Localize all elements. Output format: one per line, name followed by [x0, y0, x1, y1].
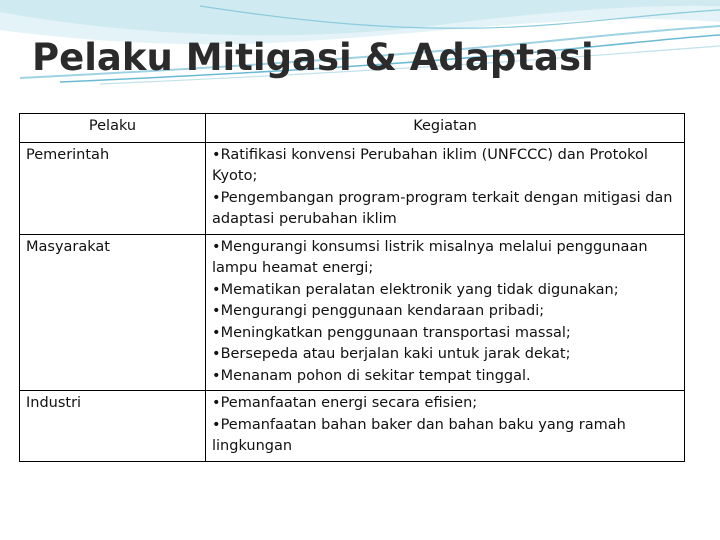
- list-item: • Pengembangan program-program terkait dengan mitigasi dan adaptasi perubahan iklim: [212, 188, 678, 231]
- list-item: • Mengurangi konsumsi listrik misalnya melalui penggunaan lampu heamat energi;: [212, 237, 678, 280]
- actor-cell: Industri: [20, 391, 206, 462]
- list-item: • Menanam pohon di sekitar tempat tinggal.: [212, 366, 678, 388]
- table-row: [20, 234, 685, 391]
- list-item: • Meningkatkan penggunaan transportasi massal;: [212, 323, 678, 345]
- actor-cell: Masyarakat: [20, 234, 206, 391]
- list-item: • Mematikan peralatan elektronik yang tidak digunakan;: [212, 280, 678, 302]
- header-kegiatan: Kegiatan: [206, 114, 685, 143]
- activity-table: [19, 113, 685, 462]
- list-item: • Pemanfaatan bahan baker dan bahan baku yang ramah lingkungan: [212, 415, 678, 458]
- activity-list: [212, 393, 678, 458]
- list-item: • Ratifikasi konvensi Perubahan iklim (UNFCCC) dan Protokol Kyoto;: [212, 145, 678, 188]
- list-item: • Bersepeda atau berjalan kaki untuk jarak dekat;: [212, 344, 678, 366]
- header-pelaku: Pelaku: [20, 114, 206, 143]
- table-header-row: [20, 114, 685, 143]
- activity-list: [212, 145, 678, 231]
- table-row: [20, 391, 685, 462]
- activity-list: [212, 237, 678, 388]
- actor-cell: Pemerintah: [20, 142, 206, 234]
- list-item: • Pemanfaatan energi secara efisien;: [212, 393, 678, 415]
- slide-title: Pelaku Mitigasi & Adaptasi: [32, 36, 594, 79]
- table-row: [20, 142, 685, 234]
- activities-cell: [206, 391, 685, 462]
- list-item: • Mengurangi penggunaan kendaraan pribadi;: [212, 301, 678, 323]
- activities-cell: [206, 234, 685, 391]
- activities-cell: [206, 142, 685, 234]
